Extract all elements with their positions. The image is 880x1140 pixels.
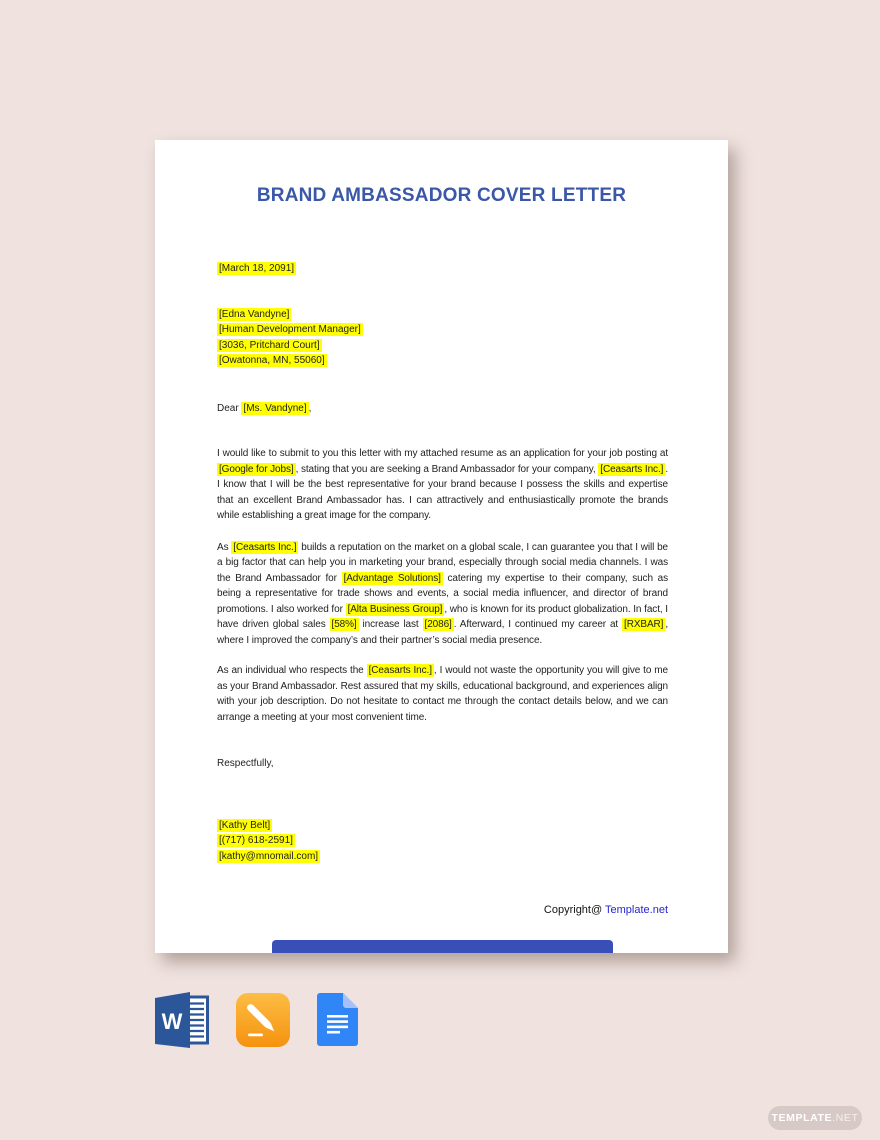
plain-text: builds a reputation on the market on a global scale, I can guarantee you that I will be a big factor that can help you in marketing your brand, especially through social media channels. I was the Brand Ambassador for	[217, 541, 669, 584]
date-line	[217, 261, 668, 277]
page-title: BRAND AMBASSADOR COVER LETTER	[256, 185, 627, 206]
format-options	[155, 992, 358, 1048]
highlighted-placeholder: [Alta Business Group]	[347, 603, 443, 615]
plain-text: As	[217, 541, 232, 553]
badge-brand-light: .NET	[832, 1112, 859, 1124]
signature-block	[217, 818, 668, 865]
highlighted-line: [Owatonna, MN, 55060]	[219, 355, 325, 366]
letter-body	[155, 261, 728, 918]
plain-text: catering my expertise to their company, such as being a representative for trade shows and events, a social media influencer, and director of brand promotions. I also worked for	[217, 572, 668, 615]
highlighted-line: [Human Development Manager]	[219, 324, 361, 335]
paragraph-2	[217, 540, 668, 649]
download-button[interactable]	[272, 940, 613, 953]
template-net-link[interactable]: Template.net	[605, 904, 668, 916]
highlighted-placeholder: [Ceasarts Inc.]	[233, 541, 297, 553]
highlighted-placeholder: [RXBAR]	[624, 619, 664, 630]
plain-text: . I know that I will be the best representative for your brand because I possess the skills and expertise that an excellent Brand Ambassador has. I can attractively and enthusiastically promote the brands while establishing a great image for the company.	[217, 463, 669, 521]
plain-text: I would like to submit to you this letter with my attached resume as an application for your job posting at	[217, 448, 668, 459]
plain-text: , who is known for its product globalization. In fact, I have driven global sales	[217, 603, 668, 630]
letter-page	[155, 140, 728, 953]
copyright-line	[217, 903, 668, 918]
copyright-text: Copyright@	[543, 904, 606, 916]
highlighted-placeholder: [Ceasarts Inc.]	[368, 665, 432, 676]
highlighted-placeholder: [Ms. Vandyne]	[243, 402, 307, 414]
closing: Respectfully,	[217, 758, 274, 769]
plain-text: ,	[308, 402, 312, 414]
paragraph-1	[217, 446, 668, 524]
highlighted-line: [Kathy Belt]	[219, 819, 271, 831]
highlighted-placeholder: [58%]	[331, 619, 357, 630]
plain-text: , where I improved the company’s and their partner’s social media presence.	[217, 619, 669, 646]
salutation	[217, 401, 668, 417]
plain-text: As an individual who respects the	[217, 665, 367, 676]
google-docs-icon[interactable]	[317, 993, 358, 1046]
highlighted-placeholder: [Google for Jobs]	[219, 463, 294, 475]
apple-pages-icon[interactable]	[236, 993, 290, 1047]
microsoft-word-icon[interactable]	[155, 992, 211, 1048]
template-net-badge	[768, 1106, 862, 1130]
plain-text: , stating that you are seeking a Brand Ambassador for your company,	[295, 463, 599, 475]
highlighted-placeholder: [Advantage Solutions]	[343, 572, 441, 584]
badge-brand-bold: TEMPLATE	[771, 1112, 833, 1124]
highlighted-line: [(717) 618-2591]	[219, 835, 293, 846]
highlighted-placeholder: [Ceasarts Inc.]	[600, 463, 664, 475]
highlighted-line: [Edna Vandyne]	[219, 308, 290, 320]
date-highlight: [March 18, 2091]	[219, 263, 295, 274]
recipient-block	[217, 307, 668, 369]
highlighted-line: [3036, Pritchard Court]	[219, 339, 320, 351]
plain-text: , I would not waste the opportunity you will give to me as your Brand Ambassador. Rest assured that my skills, educational background, and experiences align with your job description. Do not hesitate to contact me through the contact details below, and we can arrange a meeting at your most convenient time.	[217, 665, 668, 723]
svg-text:W: W	[161, 1009, 183, 1034]
paragraph-3	[217, 663, 668, 725]
plain-text: Dear	[217, 402, 242, 414]
plain-text: increase last	[358, 619, 423, 630]
highlighted-line: [kathy@mnomail.com]	[219, 850, 319, 862]
plain-text: . Afterward, I continued my career at	[453, 619, 623, 630]
highlighted-placeholder: [2086]	[424, 619, 452, 630]
